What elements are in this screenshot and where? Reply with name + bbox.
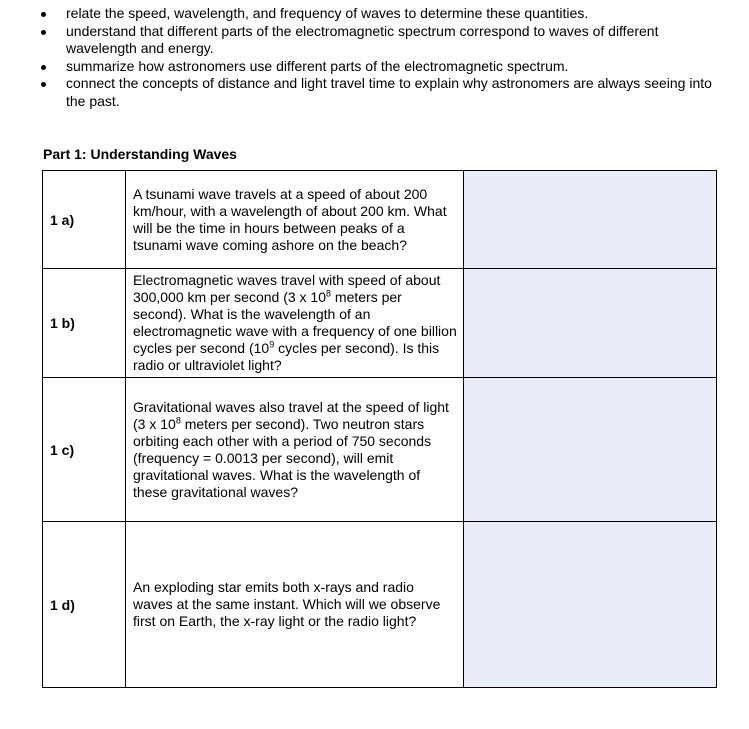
objective-item [36,5,716,23]
table-row [43,269,717,378]
bullet-icon [41,30,46,35]
answer-field[interactable] [464,269,717,378]
question-text: Electromagnetic waves travel with speed of about 300,000 km per second (3 x $10^8$ meters per second). What is the wavelength of an electromagnetic wave with a frequency of one billion cycles per second ($10^9$ cycles per second). Is this radio or ultraviolet light? [126,269,464,378]
table-row [43,378,717,522]
objective-text: relate the speed, wavelength, and frequency of waves to determine these quantities. [66,5,589,21]
objective-item [36,75,716,110]
question-label: 1 c) [43,378,126,522]
bullet-icon [41,12,46,17]
objective-item [36,58,716,76]
objective-text: summarize how astronomers use different parts of the electromagnetic spectrum. [66,57,569,74]
bullet-icon [41,82,46,87]
question-text: An exploding star emits both x-rays and radio waves at the same instant. Which will we observe first on Earth, the x-ray light or the radio light? [126,522,464,688]
question-label: 1 a) [43,171,126,269]
question-text: A tsunami wave travels at a speed of about 200 km/hour, with a wavelength of about 200 km. What will be the time in hours between peaks of a tsunami wave coming ashore on the beach? [126,171,464,269]
questions-table [42,170,717,688]
question-label: 1 d) [43,522,126,688]
objective-text: connect the concepts of distance and light travel time to explain why astronomers are always seeing into the past. [66,75,712,109]
bullet-icon [41,65,46,70]
answer-field[interactable] [464,378,717,522]
table-row [43,171,717,269]
objective-text: understand that different parts of the electromagnetic spectrum correspond to waves of different wavelength and energy. [66,22,659,56]
objectives-list [36,5,716,110]
question-text: Gravitational waves also travel at the speed of light (3 x $10^8$ meters per second). Two neutron stars orbiting each other with a period of 750 seconds (frequency = 0.0013 per second), will emit gravitational waves. What is the wavelength of these gravitational waves? [126,378,464,522]
question-label: 1 b) [43,269,126,378]
objective-item [36,23,716,58]
answer-field[interactable] [464,522,717,688]
part-title: Part 1: Understanding Waves [43,146,237,162]
answer-field[interactable] [464,171,717,269]
table-row [43,522,717,688]
